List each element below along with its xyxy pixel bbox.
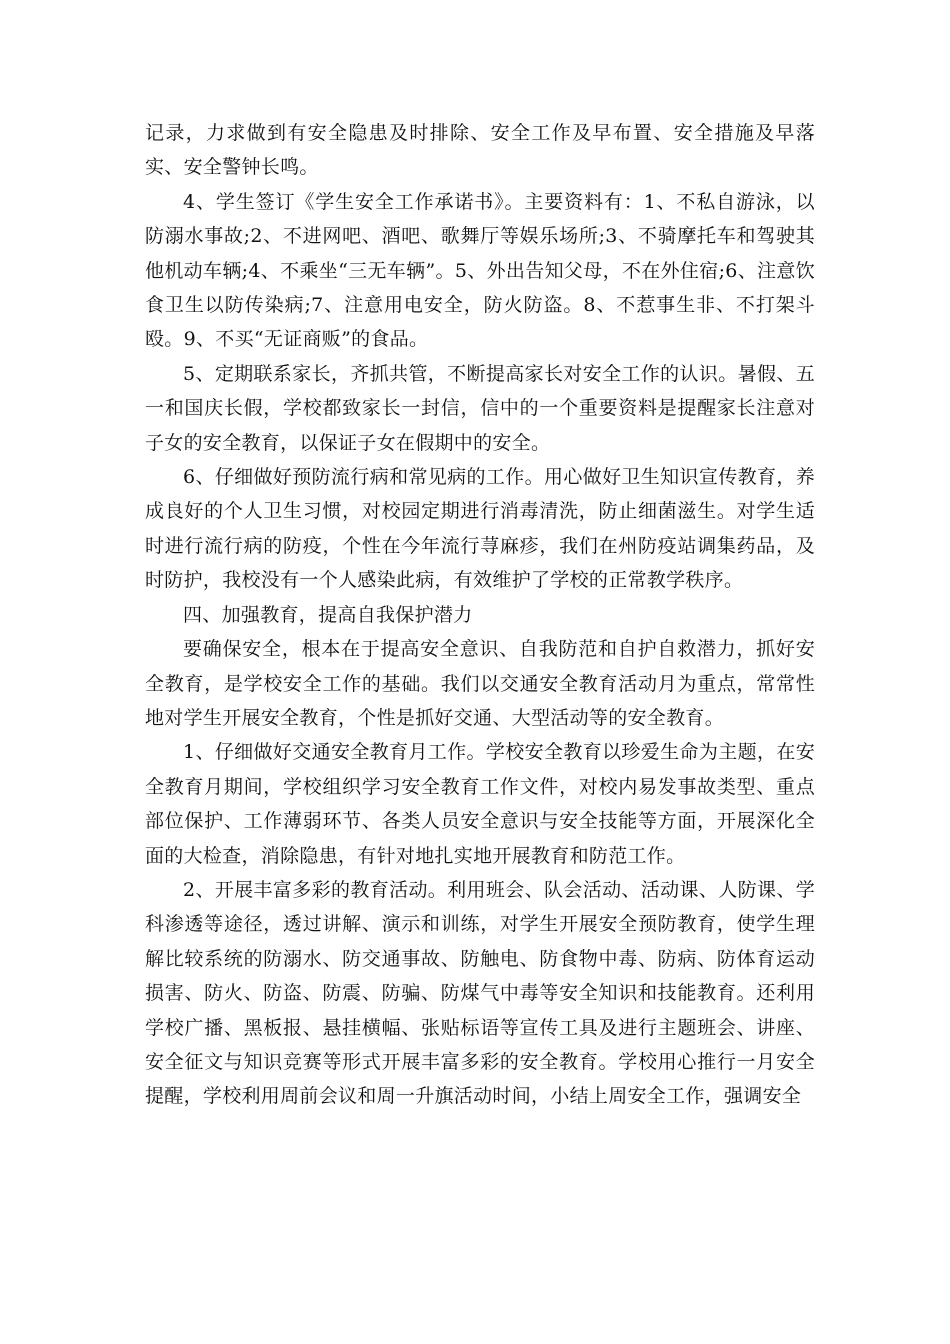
document-page xyxy=(145,116,815,1114)
paragraph-item-6: 6、仔细做好预防流行病和常见病的工作。用心做好卫生知识宣传教育，养成良好的个人卫生习惯，对校园定期进行消毒清洗，防止细菌滋生。对学生适时进行流行病的防疫，个性在今年流行荨麻疹，我们在州防疫站调集药品，及时防护，我校没有一个人感染此病，有效维护了学校的正常教学秩序。 xyxy=(145,466,815,592)
paragraph-item-5: 5、定期联系家长，齐抓共管，不断提高家长对安全工作的认识。暑假、五一和国庆长假，学校都致家长一封信，信中的一个重要资料是提醒家长注意对子女的安全教育，以保证子女在假期中的安全。 xyxy=(145,362,815,454)
paragraph-item-4: 4、学生签订《学生安全工作承诺书》。主要资料有：1、不私自游泳，以防溺水事故;2、不进网吧、酒吧、歌舞厅等娱乐场所;3、不骑摩托车和驾驶其他机动车辆;4、不乘坐“三无车辆”。5、外出告知父母，不在外住宿;6、注意饮食卫生以防传染病;7、注意用电安全，防火防盗。8、不惹事生非、不打架斗殴。9、不买“无证商贩”的食品。 xyxy=(145,190,815,351)
section-heading: 四、加强教育，提高自我保护潜力 xyxy=(183,603,473,626)
paragraph-item-2: 2、开展丰富多彩的教育活动。利用班会、队会活动、活动课、人防课、学科渗透等途径，透过讲解、演示和训练，对学生开展安全预防教育，使学生理解比较系统的防溺水、防交通事故、防触电、防食物中毒、防病、防体育运动损害、防火、防盗、防震、防骗、防煤气中毒等安全知识和技能教育。还利用学校广播、黑板报、悬挂横幅、张贴标语等宣传工具及进行主题班会、讲座、安全征文与知识竞赛等形式开展丰富多彩的安全教育。学校用心推行一月安全提醒，学校利用周前会议和周一升旗活动时间，小结上周安全工作，强调安全 xyxy=(145,878,815,1108)
paragraph-continuation: 记录，力求做到有安全隐患及时排除、安全工作及早布置、安全措施及早落实、安全警钟长鸣。 xyxy=(145,122,815,179)
paragraph-item-1: 1、仔细做好交通安全教育月工作。学校安全教育以珍爱生命为主题，在安全教育月期间，学校组织学习安全教育工作文件，对校内易发事故类型、重点部位保护、工作薄弱环节、各类人员安全意识与安全技能等方面，开展深化全面的大检查，消除隐患，有针对地扎实地开展教育和防范工作。 xyxy=(145,741,815,867)
paragraph-intro: 要确保安全，根本在于提高安全意识、自我防范和自护自救潜力，抓好安全教育，是学校安全工作的基础。我们以交通安全教育活动月为重点，常常性地对学生开展安全教育，个性是抓好交通、大型活动等的安全教育。 xyxy=(145,638,815,729)
